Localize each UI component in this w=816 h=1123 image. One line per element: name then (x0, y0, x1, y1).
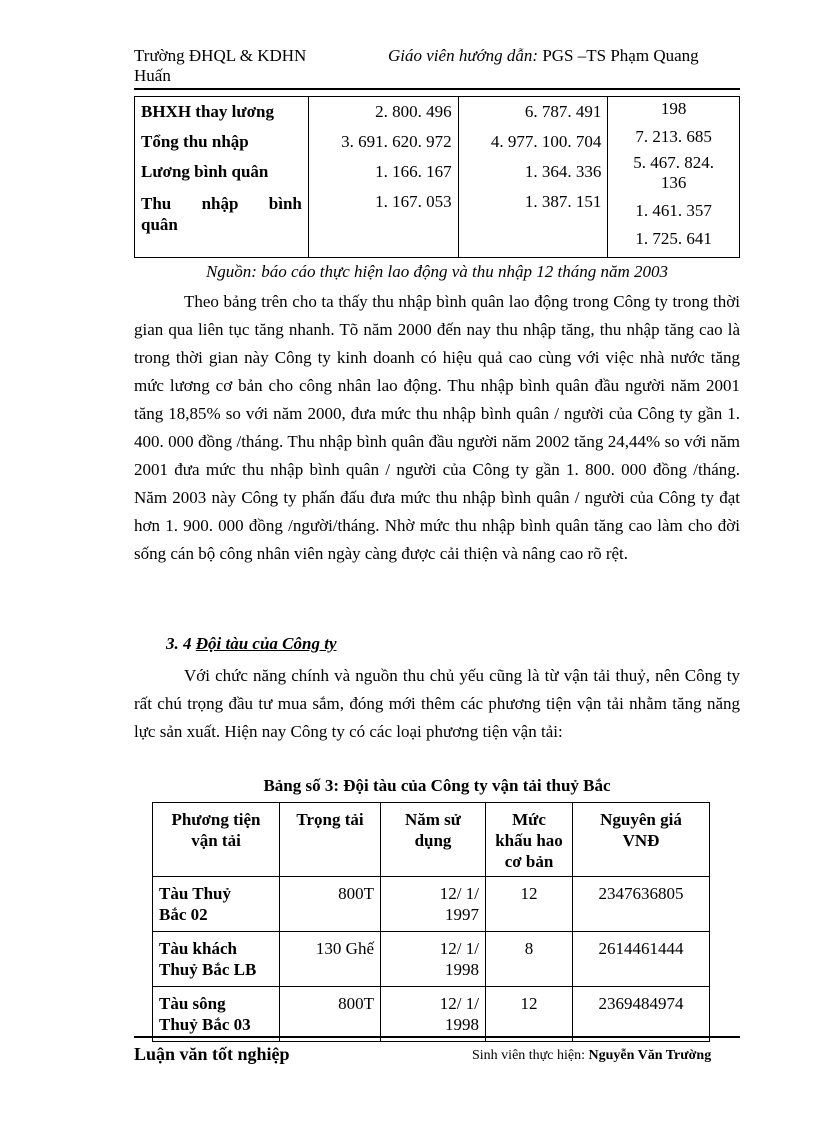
source-note: Nguồn: báo cáo thực hiện lao động và thu nhập 12 tháng năm 2003 (205, 262, 669, 281)
col-header-depreciation: Mức khấu hao cơ bản (486, 803, 573, 877)
header-school: Trường ĐHQL & KDHN Huấn (134, 46, 307, 85)
table-row: Tàu sông Thuỷ Bắc 03 800T 12/ 1/ 1998 12 2369484974 (153, 987, 710, 1042)
header-advisor (388, 46, 699, 66)
income-table-col3: 198 7. 213. 685 5. 467. 824. 136 1. 461. 357 1. 725. 641 (608, 97, 740, 258)
section-heading (166, 634, 337, 654)
footer-divider (134, 1036, 740, 1038)
table-row: Tàu khách Thuỷ Bắc LB 130 Ghế 12/ 1/ 1998 8 2614461444 (153, 932, 710, 987)
header-advisor-label: Giáo viên hướng dẫn: (388, 46, 539, 65)
table-caption: Bảng số 3: Đội tàu của Công ty vận tải thuỷ Bắc (263, 776, 611, 795)
section-number: 3. 4 (166, 634, 192, 653)
col-header-year: Năm sử dụng (381, 803, 486, 877)
income-table-row (135, 97, 740, 258)
footer-student (472, 1048, 711, 1064)
label-justified: Thu nhập bình (141, 194, 302, 213)
paragraph-income: Theo bảng trên cho ta thấy thu nhập bình quân lao động trong Công ty trong thời gian qua liên tục tăng nhanh. Tõ năm 2000 đến nay thu nhập tăng, thu nhập tăng cao là trong thời gian này Công ty kinh doanh có hiệu quả cao cùng với việc nhà nước tăng mức lương cơ bản cho công nhân lao động. Thu nhập bình quân đầu người năm 2001 tăng 18,85% so với năm 2000, đưa mức thu nhập bình quân / người của Công ty gần 1. 400. 000 đồng /tháng. Thu nhập bình quân đầu người năm 2002 tăng 24,44% so với năm 2001 đưa mức thu nhập bình quân / người của Công ty gần 1. 800. 000 đồng /tháng. Năm 2003 này Công ty phấn đấu đưa mức thu nhập bình quân / người của Công ty đạt hơn 1. 900. 000 đồng /người/tháng. Nhờ mức thu nhập bình quân tăng cao làm cho đời sống cán bộ công nhân viên ngày càng được cải thiện và nâng cao rõ rệt. (134, 292, 740, 563)
footer-student-label: Sinh viên thực hiện: (472, 1048, 585, 1063)
footer-student-name: Nguyễn Văn Trường (588, 1048, 712, 1063)
fleet-table (152, 802, 710, 1042)
col-header-vehicle: Phương tiện vận tải (153, 803, 280, 877)
income-table-labels: BHXH thay lương Tổng thu nhập Lương bình quân Thu nhập bình quân (135, 97, 309, 258)
col-header-tonnage: Trọng tải (280, 803, 381, 877)
paragraph-fleet: Với chức năng chính và nguồn thu chủ yếu cũng là từ vận tải thuỷ, nên Công ty rất chú trọng đầu tư mua sắm, đóng mới thêm các phương tiện vận tải nhằm tăng năng lực sản xuất. Hiện nay Công ty có các loại phương tiện vận tải: (134, 666, 740, 741)
header-advisor-name-cont: Huấn (134, 66, 171, 85)
header-advisor-name: PGS –TS Phạm Quang (542, 46, 699, 65)
income-table-col1: 2. 800. 496 3. 691. 620. 972 1. 166. 167 1. 167. 053 (308, 97, 458, 258)
fleet-table-header (153, 803, 710, 877)
income-table (134, 96, 740, 258)
col-header-price: Nguyên giá VNĐ (573, 803, 710, 877)
header-divider (134, 88, 740, 90)
table-row: Tàu Thuỷ Bắc 02 800T 12/ 1/ 1997 12 2347636805 (153, 877, 710, 932)
income-table-col2: 6. 787. 491 4. 977. 100. 704 1. 364. 336 1. 387. 151 (458, 97, 608, 258)
footer-thesis-label: Luận văn tốt nghiệp (134, 1044, 290, 1064)
section-title: Đội tàu của Công ty (195, 634, 337, 653)
